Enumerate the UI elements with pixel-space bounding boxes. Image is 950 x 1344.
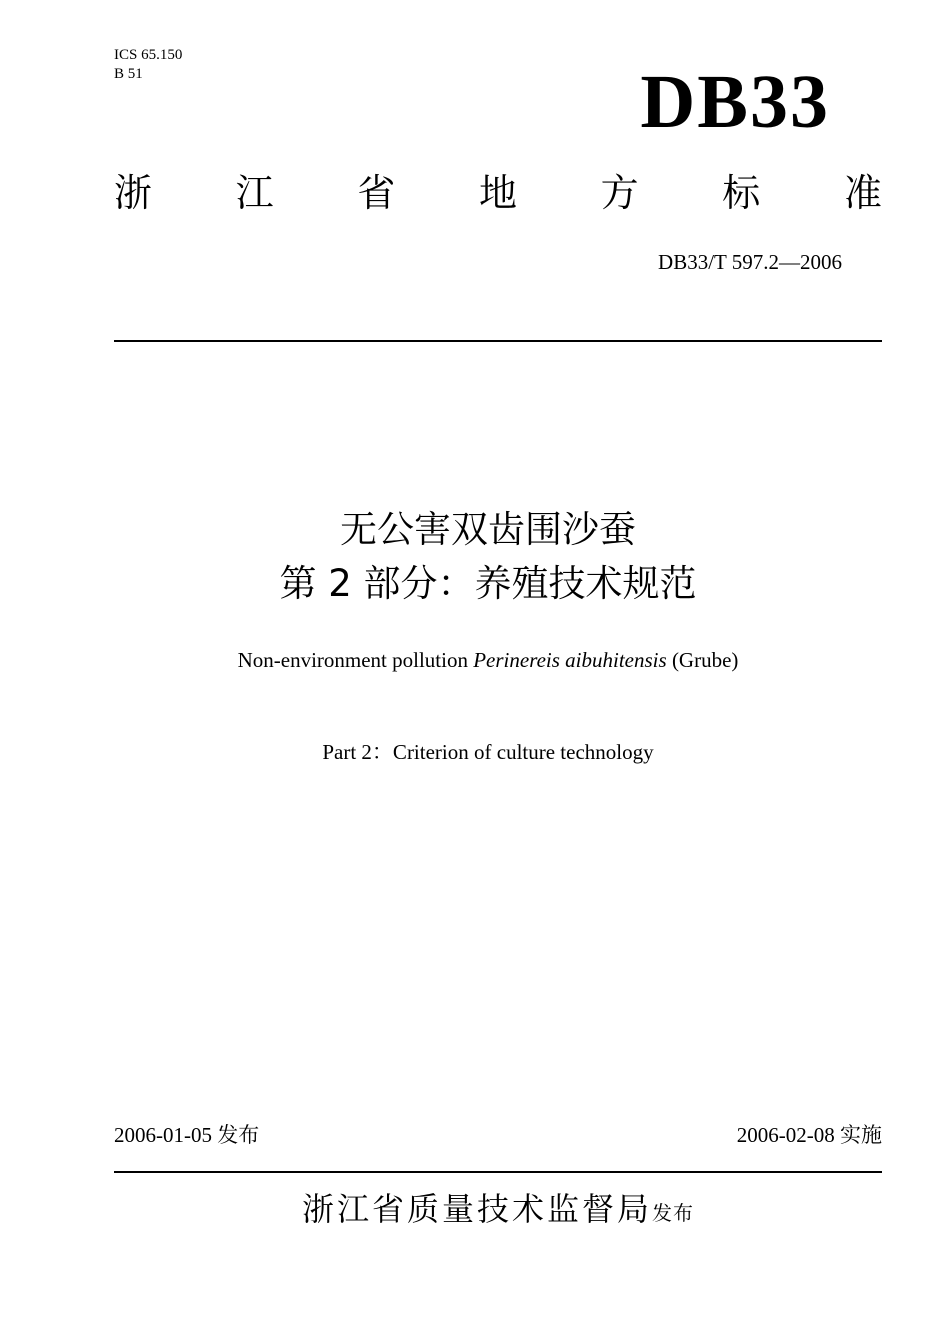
classification-codes xyxy=(114,46,182,84)
standard-type-char: 地 xyxy=(478,171,517,215)
implement-label: 实施 xyxy=(840,1123,882,1147)
english-title xyxy=(0,646,950,674)
english-part-title: Part 2：Criterion of culture technology xyxy=(322,740,654,764)
ccs-code: B 51 xyxy=(114,66,143,82)
standard-number: DB33/T 597.2—2006 xyxy=(658,250,842,274)
issuing-authority xyxy=(0,1184,950,1230)
bottom-divider xyxy=(114,1171,882,1173)
standard-code-logo: DB33 xyxy=(640,60,830,144)
standard-type-char: 标 xyxy=(722,171,761,215)
top-divider xyxy=(114,340,882,342)
ics-code: ICS 65.150 xyxy=(114,47,183,63)
english-title-prefix: Non-environment pollution xyxy=(237,648,474,672)
implement-date-line xyxy=(737,1121,882,1149)
standard-type-char: 准 xyxy=(843,171,882,215)
english-title-suffix: (Grube) xyxy=(666,648,739,672)
species-name: Perinereis aibuhitensis xyxy=(473,648,667,672)
standard-type-char: 方 xyxy=(600,171,639,215)
issue-label: 发布 xyxy=(217,1123,260,1147)
issuer-name: 浙江省质量技术监督局 xyxy=(301,1190,652,1228)
issue-date: 2006-01-05 xyxy=(114,1123,212,1147)
document-title-line1: 无公害双齿围沙蚕 xyxy=(340,508,636,551)
standard-type-char: 省 xyxy=(357,171,396,215)
standard-type-char: 浙 xyxy=(114,171,153,215)
standard-type-heading xyxy=(114,170,882,216)
document-title-line2: 第 2 部分：养殖技术规范 xyxy=(279,562,697,605)
implement-date: 2006-02-08 xyxy=(736,1123,835,1147)
issuer-label: 发布 xyxy=(652,1201,694,1225)
standard-type-char: 江 xyxy=(235,171,274,215)
issue-date-line xyxy=(114,1121,259,1149)
